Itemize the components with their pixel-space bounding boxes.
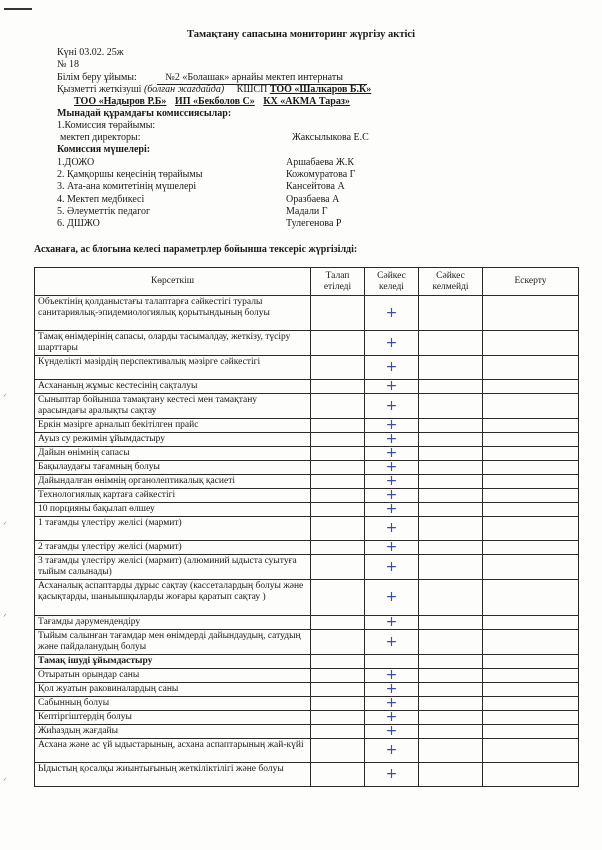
check-mark: +	[365, 433, 419, 447]
members-label: Комиссия мүшелері:	[57, 144, 151, 155]
row-required	[311, 541, 365, 555]
table-row	[35, 489, 579, 503]
row-note	[483, 725, 579, 739]
check-mark: +	[365, 356, 419, 380]
org-label: Білім беру ұйымы:	[57, 72, 137, 83]
table-row	[35, 356, 579, 380]
row-indicator: Сыныптар бойынша тамақтану кестесі мен тамақтану арасындағы аралықты сақтау	[35, 394, 311, 419]
table-row	[35, 739, 579, 763]
row-note	[483, 683, 579, 697]
row-noncompliant	[419, 630, 483, 655]
table-row	[35, 669, 579, 683]
check-mark: +	[365, 555, 419, 580]
check-mark: +	[365, 380, 419, 394]
supplier-note: (болған жағдайда)	[143, 84, 225, 95]
row-indicator: Күнделікті мәзірдің перспективалық мәзірге сәйкестігі	[35, 356, 311, 380]
row-note	[483, 580, 579, 616]
row-indicator: 10 порцияны бақылап өлшеу	[35, 503, 311, 517]
check-mark: +	[365, 394, 419, 419]
check-mark: +	[365, 517, 419, 541]
check-mark: +	[365, 669, 419, 683]
row-required	[311, 419, 365, 433]
row-indicator: Тыйым салынған тағамдар мен өнімдерді дайындаудың, сатудың және пайдаланудың болуы	[35, 630, 311, 655]
row-indicator: Асхананың жұмыс кестесінің сақталуы	[35, 380, 311, 394]
row-indicator: Қол жуатын раковиналардың саны	[35, 683, 311, 697]
row-required	[311, 447, 365, 461]
header-indicator: Көрсеткіш	[35, 268, 311, 296]
row-required	[311, 555, 365, 580]
check-mark: +	[365, 475, 419, 489]
table-row	[35, 296, 579, 331]
check-mark: +	[365, 711, 419, 725]
member-name: Кансейтова А	[286, 181, 345, 192]
row-noncompliant	[419, 489, 483, 503]
row-required	[311, 517, 365, 541]
row-noncompliant	[419, 433, 483, 447]
row-noncompliant	[419, 331, 483, 356]
table-row	[35, 697, 579, 711]
row-indicator: Бақылаудағы тағамның болуы	[35, 461, 311, 475]
check-mark: +	[365, 419, 419, 433]
row-note	[483, 356, 579, 380]
margin-tick: ᐟ	[3, 612, 7, 622]
row-noncompliant	[419, 725, 483, 739]
check-mark: +	[365, 541, 419, 555]
supplier-label: Қызметті жеткізуші	[57, 84, 142, 95]
row-note	[483, 447, 579, 461]
member-role: 4. Мектеп медбикесі	[57, 194, 145, 205]
supplier-value-1: ТОО «Шалкаров Б.К»	[269, 84, 372, 95]
chair-role: мектеп директоры:	[60, 132, 141, 143]
check-mark: +	[365, 331, 419, 356]
table-row	[35, 580, 579, 616]
row-required	[311, 630, 365, 655]
member-name: Оразбаева А	[286, 194, 340, 205]
row-indicator: Тағамды дәрумендендіру	[35, 616, 311, 630]
row-indicator: Тамақ өнімдерінің сапасы, оларды тасымалдау, жеткізу, түсіру шарттары	[35, 331, 311, 356]
row-required	[311, 669, 365, 683]
row-noncompliant	[419, 711, 483, 725]
row-required	[311, 331, 365, 356]
check-mark: +	[365, 489, 419, 503]
inspection-table	[34, 267, 579, 787]
table-row	[35, 461, 579, 475]
row-indicator: Асханалық аспаптарды дұрыс сақтау (кассеталардың болуы және қасықтарды, шаныышқыларды жоғары қаратып сақтау )	[35, 580, 311, 616]
margin-tick: ᐟ	[3, 392, 7, 402]
row-note	[483, 517, 579, 541]
scan-mark	[4, 8, 32, 10]
table-row	[35, 541, 579, 555]
check-mark: +	[365, 296, 419, 331]
member-name: Аршабаева Ж.К	[286, 157, 354, 168]
row-required	[311, 503, 365, 517]
row-note	[483, 419, 579, 433]
supplier-line-2	[74, 96, 350, 108]
row-required	[311, 380, 365, 394]
org-value: №2 «Болашак» арнайы мектеп интернаты	[165, 72, 343, 83]
row-note	[483, 616, 579, 630]
row-note	[483, 555, 579, 580]
member-role: 1.ДОЖО	[57, 157, 95, 168]
chair-label: 1.Комиссия төрайымы:	[57, 120, 156, 131]
row-required	[311, 394, 365, 419]
member-role: 5. Әлеуметтік педагог	[57, 206, 151, 217]
member-name: Тулегенова Р	[286, 218, 342, 229]
row-noncompliant	[419, 555, 483, 580]
row-required	[311, 461, 365, 475]
table-row	[35, 380, 579, 394]
row-noncompliant	[419, 669, 483, 683]
number-line: № 18	[57, 59, 80, 70]
table-row	[35, 616, 579, 630]
row-required	[311, 739, 365, 763]
table-row	[35, 555, 579, 580]
row-note	[483, 697, 579, 711]
row-required	[311, 711, 365, 725]
check-mark: +	[365, 461, 419, 475]
member-name: Мадали Г	[286, 206, 328, 217]
table-row	[35, 419, 579, 433]
row-note	[483, 296, 579, 331]
supplier-value-2: ТОО «Надыров Р.Б»	[74, 96, 167, 107]
row-required	[311, 683, 365, 697]
header-required: Талап етіледі	[311, 268, 365, 296]
table-row	[35, 503, 579, 517]
section-title: Тамақ ішуді ұйымдастыру	[35, 655, 311, 669]
table-section-row	[35, 655, 579, 669]
row-required	[311, 433, 365, 447]
row-noncompliant	[419, 616, 483, 630]
row-note	[483, 475, 579, 489]
row-noncompliant	[419, 739, 483, 763]
row-noncompliant	[419, 380, 483, 394]
row-note	[483, 669, 579, 683]
table-row	[35, 331, 579, 356]
row-noncompliant	[419, 517, 483, 541]
row-noncompliant	[419, 580, 483, 616]
row-indicator: Технологиялық картаға сәйкестігі	[35, 489, 311, 503]
header-compliant: Сәйкес келеді	[365, 268, 419, 296]
row-note	[483, 739, 579, 763]
row-noncompliant	[419, 475, 483, 489]
table-row	[35, 433, 579, 447]
row-noncompliant	[419, 447, 483, 461]
row-note	[483, 503, 579, 517]
row-note	[483, 630, 579, 655]
row-note	[483, 763, 579, 787]
member-role: 3. Ата-ана комитетінің мүшелері	[57, 181, 197, 192]
row-indicator: Кептіргіштердің болуы	[35, 711, 311, 725]
row-indicator: Ауыз су режимін ұйымдастыру	[35, 433, 311, 447]
row-required	[311, 655, 365, 669]
check-mark: +	[365, 503, 419, 517]
header-note: Ескерту	[483, 268, 579, 296]
table-row	[35, 394, 579, 419]
table-row	[35, 475, 579, 489]
table-row	[35, 725, 579, 739]
row-noncompliant	[419, 503, 483, 517]
member-role: 6. ДШЖО	[57, 218, 100, 229]
table-row	[35, 711, 579, 725]
supplier-kshsp: КШСП	[236, 84, 268, 95]
table-row	[35, 447, 579, 461]
row-required	[311, 725, 365, 739]
row-note	[483, 394, 579, 419]
row-indicator: Отыратын орындар саны	[35, 669, 311, 683]
row-indicator: Еркін мәзірге арналып бекітілген прайс	[35, 419, 311, 433]
check-mark: +	[365, 580, 419, 616]
check-mark: +	[365, 683, 419, 697]
row-note	[483, 711, 579, 725]
row-note	[483, 461, 579, 475]
chair-name: Жаксылыкова Е.С	[292, 132, 369, 143]
row-required	[311, 763, 365, 787]
supplier-value-3: ИП «Бекболов С»	[174, 96, 255, 107]
commission-intro: Мынадай құрамдағы комиссиясылар:	[57, 108, 232, 119]
row-noncompliant	[419, 419, 483, 433]
check-mark: +	[365, 739, 419, 763]
row-noncompliant	[419, 655, 483, 669]
margin-tick: ᐟ	[3, 520, 7, 530]
row-indicator: 2 тағамды үлестіру желісі (мармит)	[35, 541, 311, 555]
row-note	[483, 433, 579, 447]
row-indicator: 3 тағамды үлестіру желісі (мармит) (алюминий ыдыста суытуға тыйым салынады)	[35, 555, 311, 580]
row-indicator: 1 тағамды үлестіру желісі (мармит)	[35, 517, 311, 541]
table-row	[35, 517, 579, 541]
row-noncompliant	[419, 541, 483, 555]
member-role: 2. Қамқоршы кеңесінің төрайымы	[57, 169, 203, 180]
table-row	[35, 630, 579, 655]
row-noncompliant	[419, 683, 483, 697]
row-indicator: Асхана және ас үй ыдыстарының, асхана аспаптарының жай-күйі	[35, 739, 311, 763]
row-note	[483, 380, 579, 394]
row-required	[311, 489, 365, 503]
header-noncompliant: Сәйкес келмейді	[419, 268, 483, 296]
table-row	[35, 683, 579, 697]
row-indicator: Объектінің қолданыстағы талаптарға сәйкестігі туралы санитариялық-эпидемиологиялық қорытындының болуы	[35, 296, 311, 331]
row-noncompliant	[419, 763, 483, 787]
check-mark: +	[365, 763, 419, 787]
check-mark: +	[365, 630, 419, 655]
margin-tick: ᐟ	[3, 776, 7, 786]
row-required	[311, 356, 365, 380]
row-indicator: Ыдыстың қосалқы жиынтығының жеткіліктілігі және болуы	[35, 763, 311, 787]
row-noncompliant	[419, 461, 483, 475]
row-indicator: Жиһаздың жағдайы	[35, 725, 311, 739]
document-title: Тамақтану сапасына мониторинг жүргізу актісі	[187, 29, 415, 40]
check-mark: +	[365, 697, 419, 711]
date-line: Күні 03.02. 25ж	[57, 47, 124, 58]
row-note	[483, 541, 579, 555]
row-required	[311, 580, 365, 616]
row-noncompliant	[419, 697, 483, 711]
supplier-line	[57, 84, 371, 96]
check-intro: Асханаға, ас блогына келесі параметрлер бойынша тексеріс жүргізілді:	[34, 244, 358, 255]
table-header-row	[35, 268, 579, 296]
row-noncompliant	[419, 356, 483, 380]
row-indicator: Сабынның болуы	[35, 697, 311, 711]
row-noncompliant	[419, 296, 483, 331]
table-row	[35, 763, 579, 787]
row-required	[311, 697, 365, 711]
member-name: Кожомуратова Г	[286, 169, 356, 180]
check-mark: +	[365, 616, 419, 630]
row-note	[483, 331, 579, 356]
supplier-value-4: КХ «АКМА Тараз»	[263, 96, 350, 107]
row-required	[311, 296, 365, 331]
check-mark: +	[365, 447, 419, 461]
row-required	[311, 616, 365, 630]
row-noncompliant	[419, 394, 483, 419]
row-indicator: Дайындалған өнімнің органолептикалық қасиеті	[35, 475, 311, 489]
row-note	[483, 655, 579, 669]
row-required	[311, 475, 365, 489]
row-note	[483, 489, 579, 503]
check-mark: +	[365, 725, 419, 739]
row-indicator: Дайын өнімнің сапасы	[35, 447, 311, 461]
